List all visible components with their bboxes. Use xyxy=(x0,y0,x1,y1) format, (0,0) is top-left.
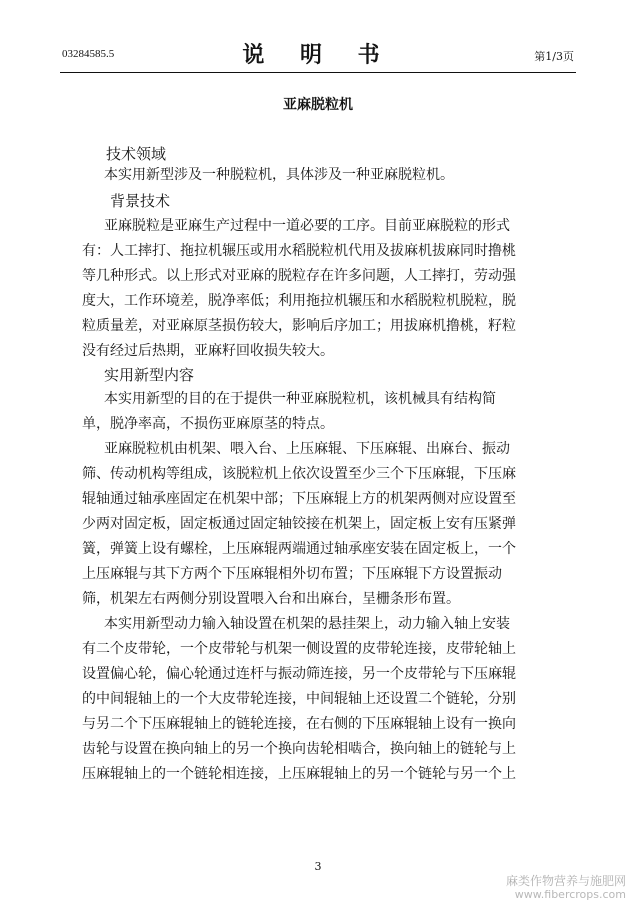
paragraph-line: 齿轮与设置在换向轴上的另一个换向齿轮相啮合，换向轴上的链轮与上 xyxy=(82,741,516,757)
heading-background: 背景技术 xyxy=(110,192,171,210)
paragraph-line: 等几种形式。以上形式对亚麻的脱粒存在许多问题，人工摔打，劳动强 xyxy=(82,268,516,284)
paragraph-line: 有：人工摔打、拖拉机辗压或用水稻脱粒机代用及拔麻机拔麻同时撸桃 xyxy=(82,243,516,259)
paragraph-line: 筛、传动机构等组成，该脱粒机上依次设置至少三个下压麻辊，下压麻 xyxy=(82,466,516,482)
heading-tech-field: 技术领域 xyxy=(106,145,167,163)
paragraph-line: 亚麻脱粒是亚麻生产过程中一道必要的工序。目前亚麻脱粒的形式 xyxy=(104,218,510,234)
paragraph-line: 粒质量差，对亚麻原茎损伤较大，影响后序加工；用拔麻机撸桃，籽粒 xyxy=(82,318,516,334)
tech-field-text: 本实用新型涉及一种脱粒机，具体涉及一种亚麻脱粒机。 xyxy=(104,167,454,183)
paragraph-line: 亚麻脱粒机由机架、喂入台、上压麻辊、下压麻辊、出麻台、振动 xyxy=(104,441,510,457)
document-type: 说 明 书 xyxy=(242,42,394,68)
page-info: 第1/3页 xyxy=(534,50,574,63)
paragraph-line: 度大，工作环境差，脱净率低；利用拖拉机辗压和水稻脱粒机脱粒，脱 xyxy=(82,293,516,309)
paragraph-line: 与另二个下压麻辊轴上的链轮连接，在右侧的下压麻辊轴上设有一换向 xyxy=(82,716,516,732)
paragraph-line: 压麻辊轴上的一个链轮相连接，上压麻辊轴上的另一个链轮与另一个上 xyxy=(82,766,516,782)
page-number: 3 xyxy=(314,860,322,873)
paragraph-line: 有二个皮带轮，一个皮带轮与机架一侧设置的皮带轮连接，皮带轮轴上 xyxy=(82,641,516,657)
paragraph-line: 单，脱净率高，不损伤亚麻原茎的特点。 xyxy=(82,416,334,432)
paragraph-line: 簧，弹簧上设有螺栓，上压麻辊两端通过轴承座安装在固定板上，一个 xyxy=(82,541,516,557)
watermark-url: www.fibercrops.com xyxy=(514,888,626,901)
page-title: 亚麻脱粒机 xyxy=(283,97,353,113)
paragraph-line: 辊轴通过轴承座固定在机架中部；下压麻辊上方的机架两侧对应设置至 xyxy=(82,491,516,507)
paragraph-line: 上压麻辊与其下方两个下压麻辊相外切布置；下压麻辊下方设置振动 xyxy=(82,566,502,582)
heading-content: 实用新型内容 xyxy=(104,366,195,384)
paragraph-line: 少两对固定板，固定板通过固定轴铰接在机架上，固定板上安有压紧弹 xyxy=(82,516,516,532)
paragraph-line: 本实用新型的目的在于提供一种亚麻脱粒机，该机械具有结构简 xyxy=(104,391,496,407)
paragraph-line: 没有经过后热期，亚麻籽回收损失较大。 xyxy=(82,343,334,359)
paragraph-line: 筛，机架左右两侧分别设置喂入台和出麻台，呈栅条形布置。 xyxy=(82,591,460,607)
watermark-text: 麻类作物营养与施肥网 xyxy=(505,874,626,888)
header-rule xyxy=(60,72,576,73)
patent-number: 03284585.5 xyxy=(62,48,115,60)
paragraph-line: 的中间辊轴上的一个大皮带轮连接，中间辊轴上还设置二个链轮，分别 xyxy=(82,691,516,707)
paragraph-line: 本实用新型动力输入轴设置在机架的悬挂架上，动力输入轴上安装 xyxy=(104,616,510,632)
paragraph-line: 设置偏心轮，偏心轮通过连杆与振动筛连接，另一个皮带轮与下压麻辊 xyxy=(82,666,516,682)
